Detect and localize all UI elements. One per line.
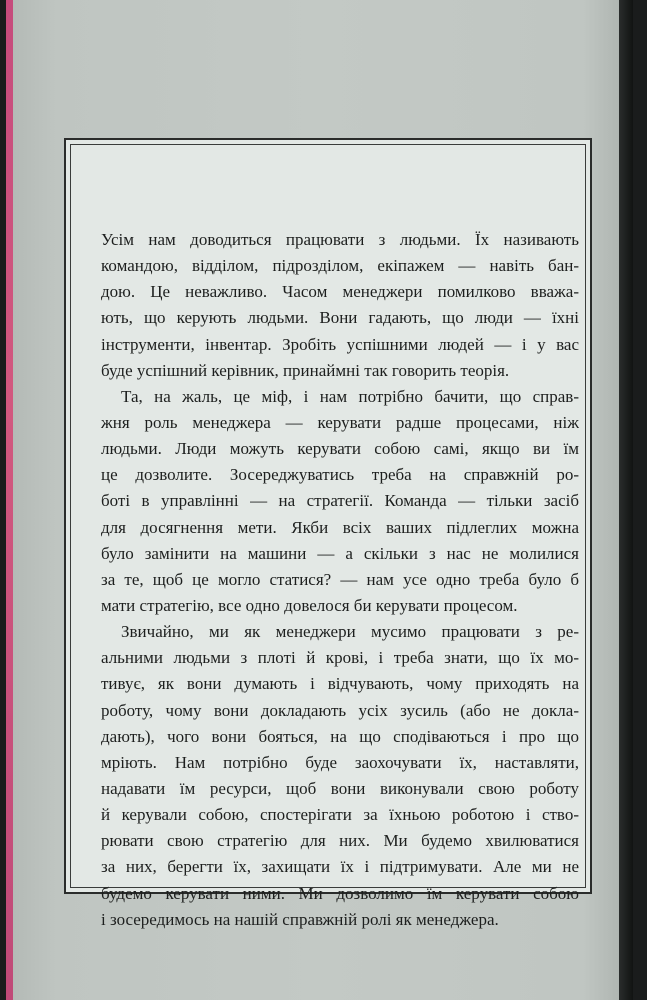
text-line: за те, щоб це могло статися? — нам усе одно треба було б bbox=[101, 569, 579, 589]
text-line: рювати свою стратегію для них. Ми будемо хвилюватися bbox=[101, 831, 579, 851]
text-line: Звичайно, ми як менеджери мусимо працювати з ре- bbox=[121, 622, 579, 642]
text-line: інструменти, інвентар. Зробіть успішними людей — і у вас bbox=[101, 334, 579, 354]
page-right-edge bbox=[619, 0, 633, 1000]
text-line: і зосередимось на нашій справжній ролі як менеджера. bbox=[101, 909, 499, 929]
text-line: ють, що керують людьми. Вони гадають, що люди — їхні bbox=[101, 308, 579, 328]
text-line: роботу, чому вони докладають усіх зусиль (або не докла- bbox=[101, 700, 579, 720]
text-line: мріють. Нам потрібно буде заохочувати їх, наставляти, bbox=[101, 752, 579, 772]
text-line: для досягнення мети. Якби всіх ваших підлеглих можна bbox=[101, 517, 579, 537]
text-line: це дозволите. Зосереджуватись треба на справжній ро- bbox=[101, 465, 579, 485]
text-line: жня роль менеджера — керувати радше процесами, ніж bbox=[101, 412, 579, 432]
text-line: альними людьми з плоті й крові, і треба знати, що їх мо- bbox=[101, 648, 579, 668]
text-line: Та, на жаль, це міф, і нам потрібно бачити, що справ- bbox=[121, 386, 579, 406]
text-line: командою, відділом, підрозділом, екіпажем — навіть бан- bbox=[101, 256, 579, 276]
sidebar-text bbox=[101, 227, 579, 933]
text-line: було замінити на машини — а скільки з нас не молилися bbox=[101, 543, 579, 563]
text-line: за них, берегти їх, захищати їх і підтримувати. Але ми не bbox=[101, 857, 579, 877]
text-line: боті в управлінні — на стратегії. Команда — тільки засіб bbox=[101, 491, 579, 511]
text-line: людьми. Люди можуть керувати собою самі, якщо ви їм bbox=[101, 439, 579, 459]
text-line: будемо керувати ними. Ми дозволимо їм керувати собою bbox=[101, 883, 579, 903]
text-line: надавати їм ресурси, щоб вони виконували свою роботу bbox=[101, 778, 579, 798]
text-line: дою. Це неважливо. Часом менеджери помилково вважа- bbox=[101, 282, 579, 302]
text-line: Усім нам доводиться працювати з людьми. Їх називають bbox=[101, 230, 579, 249]
text-line: мати стратегію, все одно довелося би керувати процесом. bbox=[101, 595, 518, 615]
text-line: дають), чого вони бояться, на що сподіваються і про що bbox=[101, 726, 579, 746]
text-line: буде успішний керівник, принаймні так говорить теорія. bbox=[101, 360, 510, 380]
page-left-edge bbox=[6, 0, 13, 1000]
text-line: тивує, як вони думають і відчувають, чому приходять на bbox=[101, 674, 579, 694]
text-line: й керували собою, спостерігати за їхньою роботою і ство- bbox=[101, 805, 579, 825]
